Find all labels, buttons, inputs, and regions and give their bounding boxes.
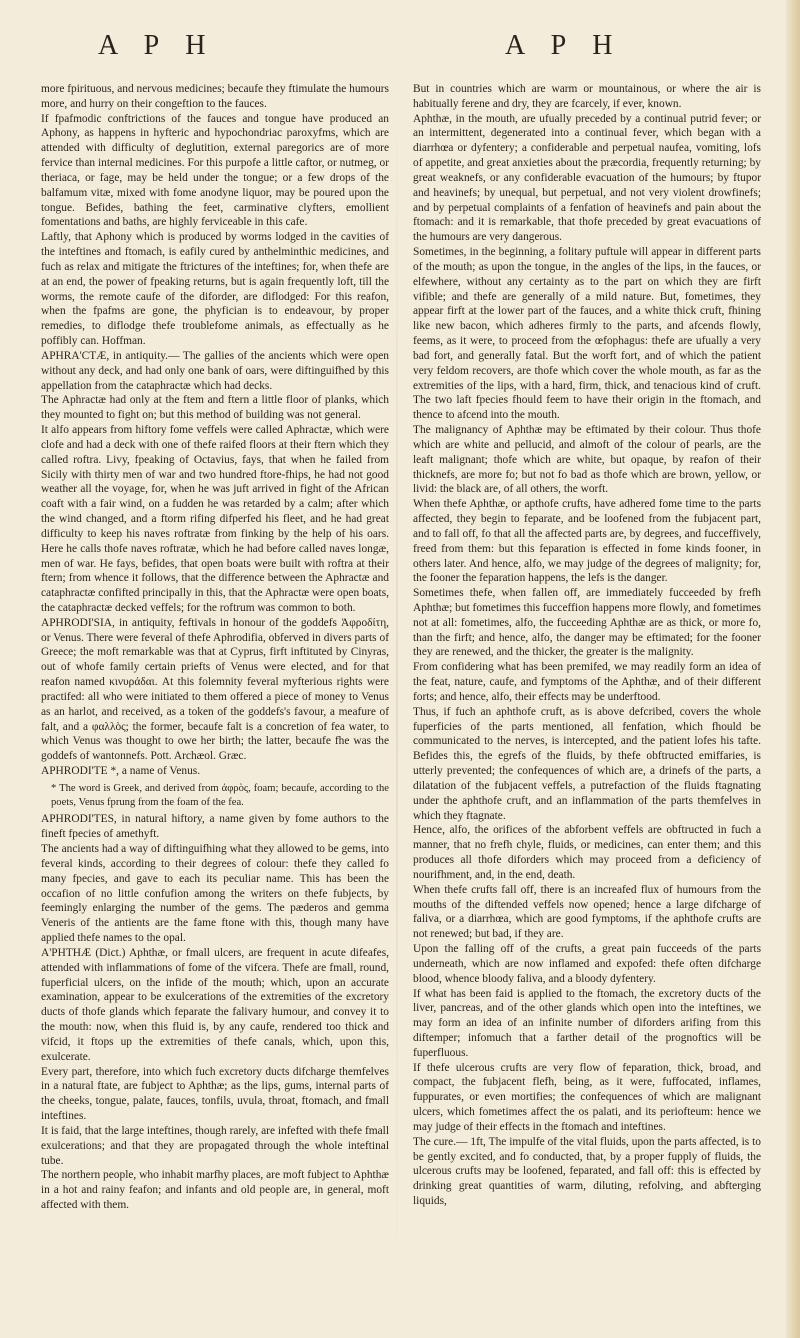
paragraph: Hence, alfo, the orifices of the abforbent veffels are obftructed in fuch a manner, that no frefh chyle, fluids, or medicines, can enter them; and this produces all thofe diforders which may proceed from a deficiency of nourifhment, and, in the end, death. — [413, 824, 761, 881]
entry-aphrodites: APHRODI'TES, in natural hiftory, a name given by fome authors to the fineft fpecies of amethyft. — [41, 813, 389, 841]
paragraph: If thefe ulcerous crufts are very flow of feparation, thick, broad, and compact, the fubjacent flefh, being, as it were, fuffocated, inflames, fuppurates, or even mortifies; the confequences of which are malignant ulcers, which fometimes affect the os palati, and its periofteum: hence we may judge of their effects in the ftomach and inteftines. — [413, 1061, 761, 1133]
paragraph: The ancients had a way of diftinguifhing what they allowed to be gems, into feveral kinds, according to their degrees of colour: thefe they called fo many fpecies, and gave to each its peculiar name. This has been the occafion of no little confufion among the writers on thefe fubjects, by feemingly enlarging the number of the gems. The pæderos and gemma Veneris of the antients are the fame ftone with this, though many have applied thefe names to the opal. — [41, 843, 389, 945]
paragraph: But in countries which are warm or mountainous, or where the air is habitually ferene and dry, they are fcarcely, if ever, known. — [413, 83, 761, 110]
paragraph: Every part, therefore, into which fuch excretory ducts difcharge themfelves in a natural ftate, are fubject to Aphthæ; as the lips, gums, internal parts of the cheeks, tongue, palate, fauces, tonfils, uvula, throat, ftomach, and fmall inteftines. — [41, 1065, 389, 1123]
right-column — [413, 82, 761, 1332]
paragraph: The malignancy of Aphthæ may be eftimated by their colour. Thus thofe which are white and pellucid, and almoft of the colour of pearls, are the leaft malignant; thofe which are white, but opaque, by reafon of their thicknefs, are more fo; but not fo bad as thofe which are brown, yellow, or livid: the black are, of all others, the worft. — [413, 424, 761, 496]
running-head-left: A P H — [98, 30, 216, 61]
entry-aphthae: A'PHTHÆ (Dict.) Aphthæ, or fmall ulcers, are frequent in acute difeafes, attended with inflammations of fome of the vifcera. Thefe are fmall, round, fuperficial ulcers, on the infide of the mouth; which, upon an accurate examination, appear to be exulcerations of the extremities of the excretory ducts of thofe glands which feparate the falivary humour, and convey it to the mouth: now, when this fluid is, by any caufe, rendered too thick and vifcid, it ftops up the extremities of thefe canals, which, upon this, exulcerate. — [41, 946, 389, 1063]
entry-aphrodisia: APHRODI'SIA, in antiquity, feftivals in honour of the goddefs Ἀφροδίτη, or Venus. There were feveral of thefe Aphrodifia, obferved in divers parts of Greece; the moft remarkable was that at Cyprus, firft inftituted by Cinyras, out of whofe family certain priefts of Venus were elected, and for that reafon named κινυράδαι. At this folemnity feveral myfterious rights were practifed: all who were initiated to them offered a piece of money to Venus as an harlot, and received, as a token of the goddefs's favour, a meafure of falt, and a φαλλὸς; the former, becaufe falt is a concretion of fea water, to which Venus was thought to owe her birth; the latter, becaufe fhe was the goddefs of wantonnefs. Pott. Archæol. Græc. — [41, 616, 389, 763]
left-column — [41, 82, 389, 1332]
paragraph: If fpafmodic conftrictions of the fauces and tongue have produced an Aphony, as happens in hyfteric and hypochondriac paroxyfms, which are attended with difficulty of deglutition, external paregorics are of more fervice than internal medicines. For this purpofe a little caftor, or nutmeg, or theriaca, or fage, may be held under the tongue; or a few drops of the balfamum vitæ, mixed with fome anodyne liquor, may be poured upon the tongue. Befides, bathing the feet, carminative clyfters, emollient fomentations and baths, are highly ferviceable in this cafe. — [41, 112, 389, 229]
paragraph: Aphthæ, in the mouth, are ufually preceded by a continual putrid fever; or an intermittent, degenerated into a continual fever, which began with a diarrhœa or dyfentery; a confiderable and perpetual naufea, vomiting, lofs of appetite, and great anxieties about the præcordia, frequently returning; by great weaknefs, or any confiderable evacuation of the humours; by ftupor and heavinefs; by unequal, but perpetual, and not very violent drowfinefs; and by perpetual complaints of a fenfation of heavinefs and pain about the ftomach: and it is remarkable, that thofe preceded by great evacuations of the humours are very dangerous. — [413, 112, 761, 244]
paragraph: Sometimes thefe, when fallen off, are immediately fucceeded by frefh Aphthæ; but fometimes this fucceffion happens more flowly, and fometimes not at all: fometimes, alfo, the fucceeding Aphthæ are as thick, or more fo, than the firft; and hence, alfo, the danger may be eftimated; for the fooner they are renewed, and the thicker, the greater is the malignity. — [413, 587, 761, 659]
paragraph: Thus, if fuch an aphthofe cruft, as is above defcribed, covers the whole fuperficies of the parts mentioned, all fenfation, which fhould be communicated to the nerves, is intercepted, and the patient lofes his tafte. Befides this, the egrefs of the fluids, by thefe obftructed emiffaries, is utterly prevented; the confequences of which are, a drinefs of the parts, a dilatation of the fubjacent veffels, a putrefaction of the fluids ftagnating under the aphthofe cruft, and an inflammation of the parts themfelves in which they ftagnate. — [413, 705, 761, 822]
paragraph: The northern people, who inhabit marfhy places, are moft fubject to Aphthæ in a hot and rainy feafon; and infants and old people are, in general, moft affected with them. — [41, 1169, 389, 1211]
entry-aphrodite: APHRODI'TE *, a name of Venus. — [41, 765, 201, 778]
paragraph: If what has been faid is applied to the ftomach, the excretory ducts of the liver, pancreas, and of the other glands which open into the inteftines, we may form an idea of an infinite number of diforders arifing from this diftemper; infomuch that a farther detail of the prognoftics will be fuperfluous. — [413, 987, 761, 1059]
paragraph: When thefe crufts fall off, there is an increafed flux of humours from the mouths of the diftended veffels now opened; hence a large difcharge of faliva, or a diarrhœa, which are good fymptoms, if the aphthofe crufts are not renewed; but bad, if they are. — [413, 883, 761, 941]
paragraph: Laftly, that Aphony which is produced by worms lodged in the cavities of the inteftines and ftomach, is eafily cured by anthelminthic medicines, and fuch as relax and mitigate the ftrictures of the inteftines; for, when thefe are at an end, the power of fpeaking returns, but is again frequently loft, till the worms, the remote caufe of the diforder, are diflodged: For this reafon, when the fpafms are gone, the phyfician is to endeavour, by proper remedies, to diflodge thefe troublefome animals, as effectually as he poffibly can. Hoffman. — [41, 231, 389, 348]
running-head-right: A P H — [505, 30, 623, 61]
paragraph: more fpirituous, and nervous medicines; becaufe they ftimulate the humours more, and hurry on their congeftion to the fauces. — [41, 83, 389, 110]
paragraph: From confidering what has been premifed, we may readily form an idea of the feat, nature, caufe, and fymptoms of the Aphthæ, and of their different forts; and hence, alfo, their effects may be underftood. — [413, 661, 761, 703]
entry-aphractae: APHRA'CTÆ, in antiquity.— The gallies of the ancients which were open without any deck, and had only one bank of oars, were diftinguifhed by this appellation from the cataphractæ which had decks. — [41, 349, 389, 392]
footnote: * The word is Greek, and derived from ἀφρὸς, foam; becaufe, according to the poets, Venus fprung from the foam of the fea. — [51, 782, 389, 808]
paragraph: It alfo appears from hiftory fome veffels were called Aphractæ, which were clofe and had a deck with one of thefe raifed floors at their ftern which they called roftra. Livy, fpeaking of Octavius, fays, that when he failed from Sicily with thirty men of war and two hundred ftore-fhips, he had not good weather all the voyage, for, when he was juft arrived in fight of the African coaft with a fair wind, on a fudden he was retarded by a calm; after which the wind changed, and a ftorm rifing difperfed his fleet, and he had great difficulty to keep his naves roftratæ from finking by the help of his oars. Here he calls thofe naves roftratæ, which he had before called naves longæ, men of war. He fays, befides, that open boats were built with roftra at their ftern; from whence it follows, that the difference between the Aphractæ and cataphractæ confifted principally in this, that the Aphractæ were open boats, the cataphractæ decked veffels; for the roftrum was common to both. — [41, 424, 389, 614]
paragraph: The Aphractæ had only at the ftem and ftern a little floor of planks, which they mounted to fight on; but this method of building was not general. — [41, 394, 389, 422]
paragraph: Sometimes, in the beginning, a folitary puftule will appear in different parts of the mouth; as upon the tongue, in the angles of the lips, in the fauces, or elfewhere, without any certainty as to the part on which they are firft vifible; and thefe are generally of a mild nature. But, fometimes, they appear firft at the lower part of the fauces, and a white thick cruft, fhining like new bacon, which adheres firmly to the parts, and afcends flowly, feems, as it were, to proceed from the œfophagus: thefe are ufually a very bad fort, and generally fatal. But the worft fort, and of which the patient very feldom recovers, are thofe which cover the whole mouth, as far as the extremities of the lips, with a hard, firm, thick, and tenacious kind of cruft. The two laft fpecies fhould feem to have their origin in the ftomach, and thence to afcend into the mouth. — [413, 246, 761, 422]
paragraph: It is faid, that the large inteftines, though rarely, are infefted with thefe fmall exulcerations; and that they are propagated through the whole inteftinal tube. — [41, 1124, 389, 1167]
paragraph: The cure.— 1ft, The impulfe of the vital fluids, upon the parts affected, is to be gently excited, and fo conducted, that, by a proper fupply of fluids, the ulcerous crufts may be loofened, feparated, and fall off: this is effected by drinking great quantities of warm, diluting, refolving, and abfterging liquids, — [413, 1135, 761, 1208]
paragraph: Upon the falling off of the crufts, a great pain fucceeds of the parts underneath, which are now inflamed and expofed: thefe often difcharge blood, whence bloody faliva, and a bloody dyfentery. — [413, 943, 761, 985]
page-edge — [786, 0, 800, 1338]
paragraph: When thefe Aphthæ, or apthofe crufts, have adhered fome time to the parts affected, they begin to feparate, and be loofened from the fubjacent part, and to fall off, fo that all the affected parts are, by degrees, and fucceffively, freed from them: but this feparation is effected in fome kinds fooner, in others later. And hence, alfo, we may judge of the degrees of malignity; for, the fooner the feparation happens, the lefs is the danger. — [413, 498, 761, 585]
column-gutter — [396, 90, 398, 1290]
